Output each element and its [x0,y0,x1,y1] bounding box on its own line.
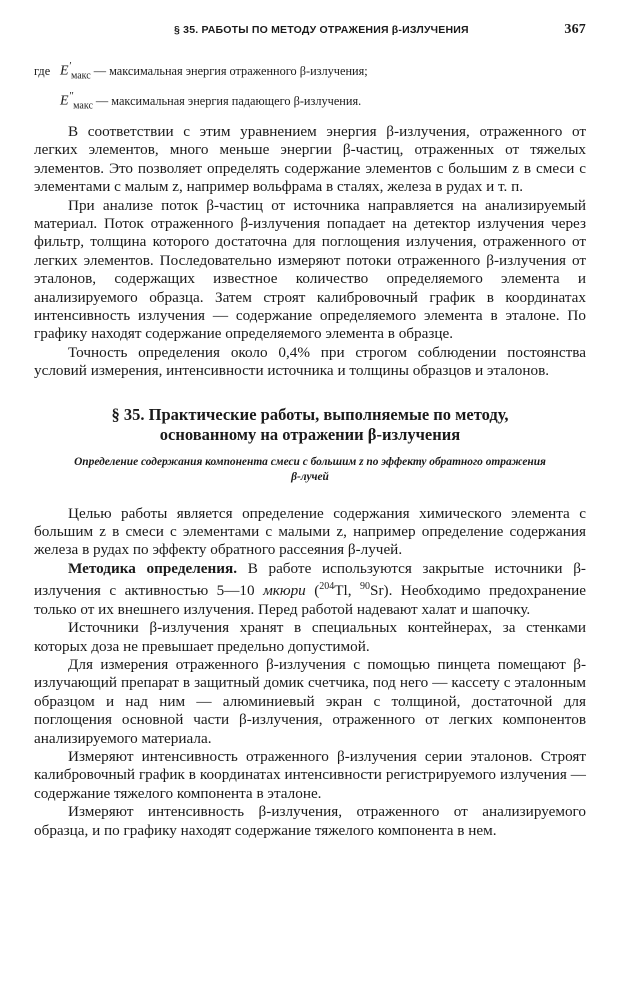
section-heading [34,405,586,445]
paragraph: Измеряют интенсивность отраженного β-излучения серии эталонов. Строят калибровочный график в координатах интенсивности регистрируемого излучения — содержание тяжелого компонента в эталоне. [34,747,586,802]
page-number: 367 [564,22,586,37]
paragraph: При анализе поток β-частиц от источника направляется на анализируемый материал. Поток отраженного β-излучения попадает на детектор излучения через фильтр, толщина которого достаточна для поглощения излучения, отраженного от легких элементов. Последовательно измеряют потоки отраженного β-излучения от эталонов, содержащих известное количество определяемого элемента и анализируемого образца. Затем строят калибровочный график в координатах интенсивность излучения — содержание определяемого элемента в эталоне. По графику находят содержание определяемого элемента в образце. [34,196,586,343]
isotope-mass: 204 [319,581,335,593]
paragraph: Измеряют интенсивность β-излучения, отраженного от анализируемого образца, и по графику находят содержание тяжелого компонента в нем. [34,803,586,839]
section-subheading: Определение содержания компонента смеси с большим z по эффекту обратного отражения β-лучей [74,455,546,483]
definition-text: — максимальная энергия отраженного β-излучения; [93,63,368,78]
definition-row [34,86,586,116]
page [34,22,586,840]
paragraph: Источники β-излучения хранят в специальных контейнерах, за стенками которых доза не превышает предельно допустимой. [34,619,586,655]
paragraph: Целью работы является определение содержания химического элемента с большим z в смеси с элементами с малыми z, например определение содержания железа в рудах по эффекту обратного рассеяния β-лучей. [34,504,586,559]
isotope-mass: 90 [360,581,371,593]
paragraph: Точность определения около 0,4% при строгом соблюдении постоянства условий измерения, интенсивности источника и толщины образцов и эталонов. [34,343,586,380]
unit-mcurie: мкюри [263,582,306,600]
running-title: § 35. РАБОТЫ ПО МЕТОДУ ОТРАЖЕНИЯ β-ИЗЛУЧЕНИЯ [174,24,469,36]
method-label: Методика определения. [68,559,238,577]
energy-symbol: $E'_{макс}$ [60,60,91,82]
section-heading-line: § 35. Практические работы, выполняемые по методу, [111,404,509,424]
definition-lead: где [34,63,51,78]
section-heading-line: основанному на отражении β-излучения [159,424,461,444]
definition-row [34,56,586,86]
paragraph: В соответствии с этим уравнением энергия β-излучения, отраженного от легких элементов, много меньше энергии β-частиц, отраженных от тяжелых элементов. Это позволяет определять содержание элементов с большим z в смеси с элементами с малым z, например вольфрама в сталях, железа в рудах и т. п. [34,122,586,196]
running-head [34,22,586,38]
definition-text: — максимальная энергия падающего β-излучения. [95,94,362,109]
definitions [34,56,586,117]
paragraph: Для измерения отраженного β-излучения с помощью пинцета помещают β-излучающий препарат в защитный домик счетчика, под него — кассету с эталонным образцом и над ним — алюминиевый экран с толщиной, достаточной для поглощения основной части β-излучения, отраженного от легких компонентов анализируемого материала. [34,655,586,747]
paragraph-method: Методика определения. В работе используются закрытые источники β-излучения с активностью 5—10 мкюри ($^{204}$Tl, $^{90}$Sr). Необходимо предохранение только от их внешнего излучения. Перед работой надевают халат и шапочку. [34,559,586,618]
energy-symbol: $E''_{макс}$ [60,90,93,112]
